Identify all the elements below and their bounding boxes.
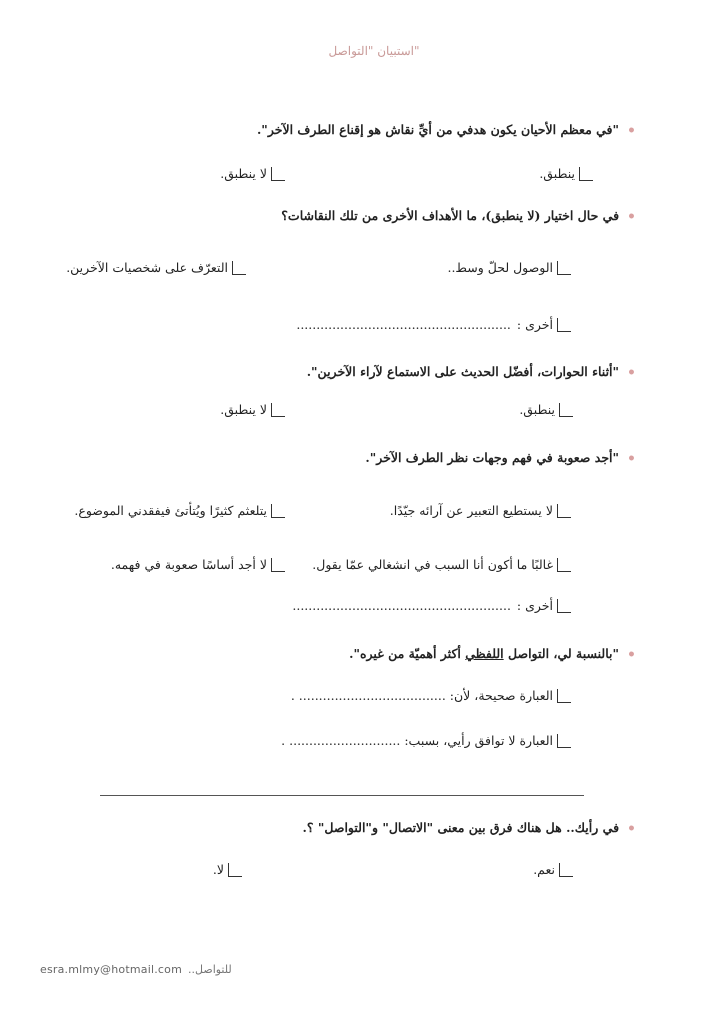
q5-option-true[interactable]	[291, 688, 571, 703]
bullet-icon: •	[627, 208, 636, 225]
q4-option-my-fault[interactable]	[312, 557, 571, 572]
question-1-text: "في معظم الأحيان يكون هدفي من أيِّ نقاش هو إقناع الطرف الآخر".	[256, 122, 620, 137]
option-label: أخرى :	[516, 598, 553, 613]
contact-tag: للتواصل..	[188, 963, 232, 976]
option-label: لا يستطيع التعبير عن آرائه جيّدًا.	[389, 503, 553, 518]
option-label: لا ينطبق.	[220, 166, 267, 181]
question-5-text-end: أكثر أهميّة من غيره".	[349, 646, 466, 661]
option-label: العبارة لا توافق رأيي، بسبب: ............................ .	[281, 733, 553, 748]
checkbox-icon[interactable]	[228, 863, 242, 877]
option-label: غالبًا ما أكون أنا السبب في انشغالي عمّا يقول.	[312, 557, 553, 572]
option-label: أخرى :	[516, 317, 553, 332]
checkbox-icon[interactable]	[557, 261, 571, 275]
option-label: لا.	[212, 862, 224, 877]
footer	[40, 963, 232, 976]
question-5-text: "بالنسبة لي، التواصل	[503, 646, 620, 661]
option-label: يتلعثم كثيرًا ويُتأتئ فيفقدني الموضوع.	[74, 503, 267, 518]
checkbox-icon[interactable]	[557, 558, 571, 572]
divider	[100, 795, 584, 796]
contact-email[interactable]: esra.mlmy@hotmail.com	[40, 963, 183, 976]
question-3	[307, 364, 636, 381]
q2-option-other[interactable]	[296, 317, 571, 332]
checkbox-icon[interactable]	[559, 863, 573, 877]
checkbox-icon[interactable]	[232, 261, 246, 275]
checkbox-icon[interactable]	[271, 403, 285, 417]
question-2-text: في حال اختيار (لا ينطبق)، ما الأهداف الأخرى من تلك النقاشات؟	[281, 208, 620, 223]
checkbox-icon[interactable]	[557, 599, 571, 613]
option-label: التعرّف على شخصيات الآخرين.	[66, 260, 228, 275]
q3-option-applies[interactable]	[519, 402, 573, 417]
bullet-icon: •	[627, 646, 636, 663]
q3-option-not-applies[interactable]	[220, 402, 285, 417]
q2-option-compromise[interactable]	[447, 260, 571, 275]
q6-option-no[interactable]	[213, 862, 242, 877]
bullet-icon: •	[627, 450, 636, 467]
q4-option-other[interactable]	[292, 598, 571, 613]
checkbox-icon[interactable]	[557, 689, 571, 703]
checkbox-icon[interactable]	[559, 403, 573, 417]
option-label: لا أجد أساسًا صعوبة في فهمه.	[110, 557, 267, 572]
checkbox-icon[interactable]	[271, 167, 285, 181]
checkbox-icon[interactable]	[557, 734, 571, 748]
option-label: ينطبق.	[539, 166, 575, 181]
q4-option-no-difficulty[interactable]	[111, 557, 285, 572]
question-2	[281, 208, 636, 225]
bullet-icon: •	[627, 122, 636, 139]
other-answer-field[interactable]: ......................................................	[296, 317, 511, 332]
q6-option-yes[interactable]	[533, 862, 573, 877]
option-label: نعم.	[533, 862, 555, 877]
option-label: الوصول لحلّ وسط..	[447, 260, 553, 275]
bullet-icon: •	[627, 820, 636, 837]
question-6	[303, 820, 636, 837]
checkbox-icon[interactable]	[557, 504, 571, 518]
option-label: ينطبق.	[519, 402, 555, 417]
question-5	[349, 646, 636, 663]
q2-option-know-others[interactable]	[66, 260, 246, 275]
option-label: لا ينطبق.	[220, 402, 267, 417]
q1-option-not-applies[interactable]	[220, 166, 285, 181]
option-label: العبارة صحيحة، لأن: ..................................... .	[290, 688, 553, 703]
q5-option-disagree[interactable]	[281, 733, 571, 748]
question-4-text: "أجد صعوبة في فهم وجهات نظر الطرف الآخر".	[365, 450, 620, 465]
checkbox-icon[interactable]	[271, 504, 285, 518]
question-3-text: "أثناء الحوارات، أفضّل الحديث على الاستماع لآراء الآخرين".	[306, 364, 620, 379]
question-4	[365, 450, 636, 467]
checkbox-icon[interactable]	[557, 318, 571, 332]
question-1	[257, 122, 636, 139]
bullet-icon: •	[627, 364, 636, 381]
question-6-text: في رأيك.. هل هناك فرق بين معنى "الاتصال" و"التواصل" ؟.	[302, 820, 620, 835]
checkbox-icon[interactable]	[579, 167, 593, 181]
other-answer-field[interactable]: .......................................................	[292, 598, 511, 613]
q4-option-cannot-express[interactable]	[390, 503, 571, 518]
page-title: استبيان "التواصل"	[328, 44, 420, 58]
checkbox-icon[interactable]	[271, 558, 285, 572]
question-5-underlined: اللفظي	[465, 646, 504, 661]
q1-option-applies[interactable]	[539, 166, 593, 181]
q4-option-stutters[interactable]	[74, 503, 285, 518]
